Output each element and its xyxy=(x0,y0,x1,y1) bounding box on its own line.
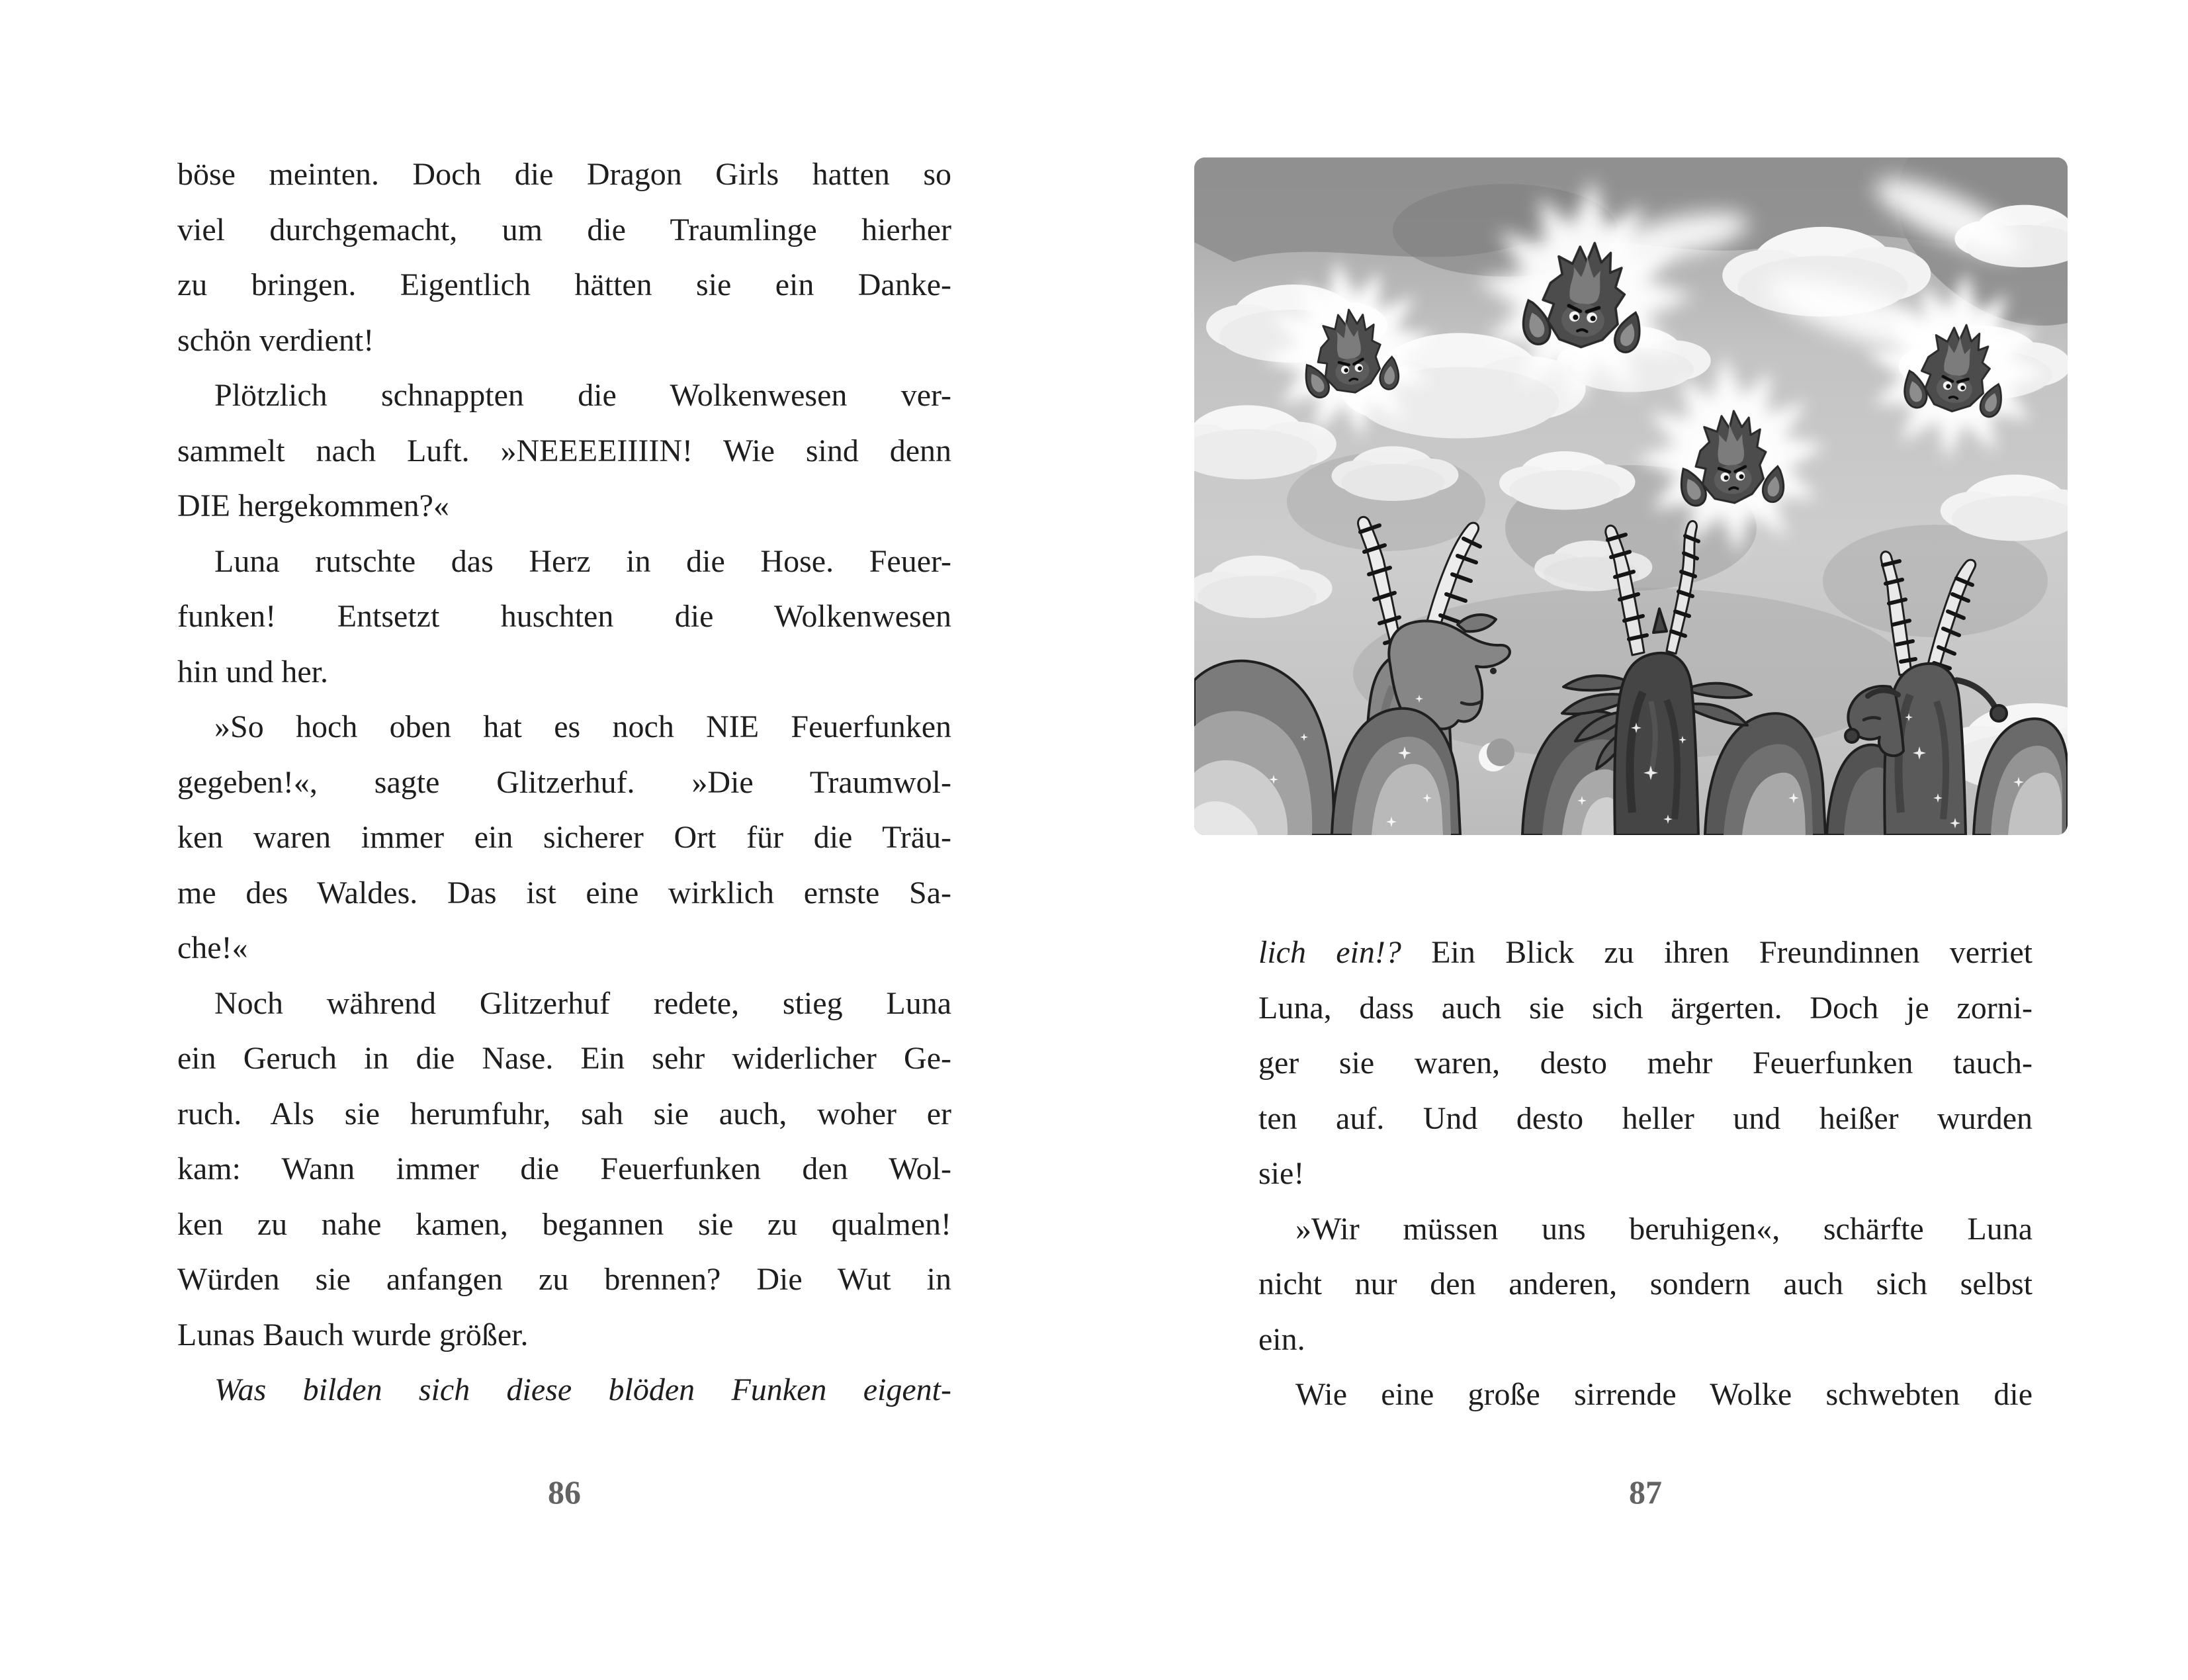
text-line: Plötzlich schnappten die Wolkenwesen ver- xyxy=(214,378,951,413)
text-line: sammelt nach Luft. »NEEEEIIIIN! Wie sind denn xyxy=(177,433,951,468)
page-number-left: 86 xyxy=(548,1474,581,1511)
text-line: ruch. Als sie herumfuhr, sah sie auch, woher er xyxy=(177,1096,951,1131)
text-line: nicht nur den anderen, sondern auch sich selbst xyxy=(1258,1266,2033,1302)
text-line: zu bringen. Eigentlich hätten sie ein Danke- xyxy=(177,267,951,302)
text-italic-lead: lich ein!? xyxy=(1258,935,1401,970)
text-line-italic: Was bilden sich diese blöden Funken eigent- xyxy=(214,1372,951,1407)
text-line xyxy=(1258,925,2033,981)
text-line: sie! xyxy=(1258,1156,1305,1191)
text-line: ger sie waren, desto mehr Feuerfunken tauch- xyxy=(1258,1045,2033,1081)
text-line: Luna rutschte das Herz in die Hose. Feuer- xyxy=(214,543,951,579)
text-line: gegeben!«, sagte Glitzerhuf. »Die Traumwol- xyxy=(177,764,951,800)
page-right-text xyxy=(1258,925,2033,1423)
text-line: böse meinten. Doch die Dragon Girls hatten so xyxy=(177,157,951,192)
text-line: »Wir müssen uns beruhigen«, schärfte Luna xyxy=(1295,1211,2033,1247)
text-line: DIE hergekommen?« xyxy=(177,488,449,523)
text-line: che!« xyxy=(177,930,248,965)
text-line: Luna, dass auch sie sich ärgerten. Doch je zorni- xyxy=(1258,990,2033,1026)
text-line: viel durchgemacht, um die Traumlinge hierher xyxy=(177,212,951,247)
text-line: ten auf. Und desto heller und heißer wurden xyxy=(1258,1100,2033,1136)
text-line: ein Geruch in die Nase. Ein sehr widerlicher Ge- xyxy=(177,1041,951,1076)
text-line: Lunas Bauch wurde größer. xyxy=(177,1317,529,1352)
page-left-text xyxy=(177,147,951,1418)
text-line: »So hoch oben hat es noch NIE Feuerfunken xyxy=(214,709,951,744)
text-line: ken waren immer ein sicherer Ort für die Träu- xyxy=(177,820,951,855)
page-number-right: 87 xyxy=(1629,1474,1662,1511)
text-line: ken zu nahe kamen, begannen sie zu qualmen! xyxy=(177,1206,951,1242)
illustration-feuerfunken-dragons xyxy=(1194,157,2068,835)
text-line: kam: Wann immer die Feuerfunken den Wol- xyxy=(177,1151,951,1186)
text-line: Wie eine große sirrende Wolke schwebten die xyxy=(1295,1377,2033,1412)
text-line: me des Waldes. Das ist eine wirklich ernste Sa- xyxy=(177,875,951,910)
text-line: schön verdient! xyxy=(177,322,374,358)
text-line: Noch während Glitzerhuf redete, stieg Luna xyxy=(214,985,951,1021)
text-line: Würden sie anfangen zu brennen? Die Wut in xyxy=(177,1262,951,1297)
text-line: hin und her. xyxy=(177,654,328,689)
text-line: ein. xyxy=(1258,1321,1305,1357)
text-segment: Ein Blick zu ihren Freundinnen verriet xyxy=(1431,935,2033,970)
text-line: funken! Entsetzt huschten die Wolkenwesen xyxy=(177,599,951,634)
